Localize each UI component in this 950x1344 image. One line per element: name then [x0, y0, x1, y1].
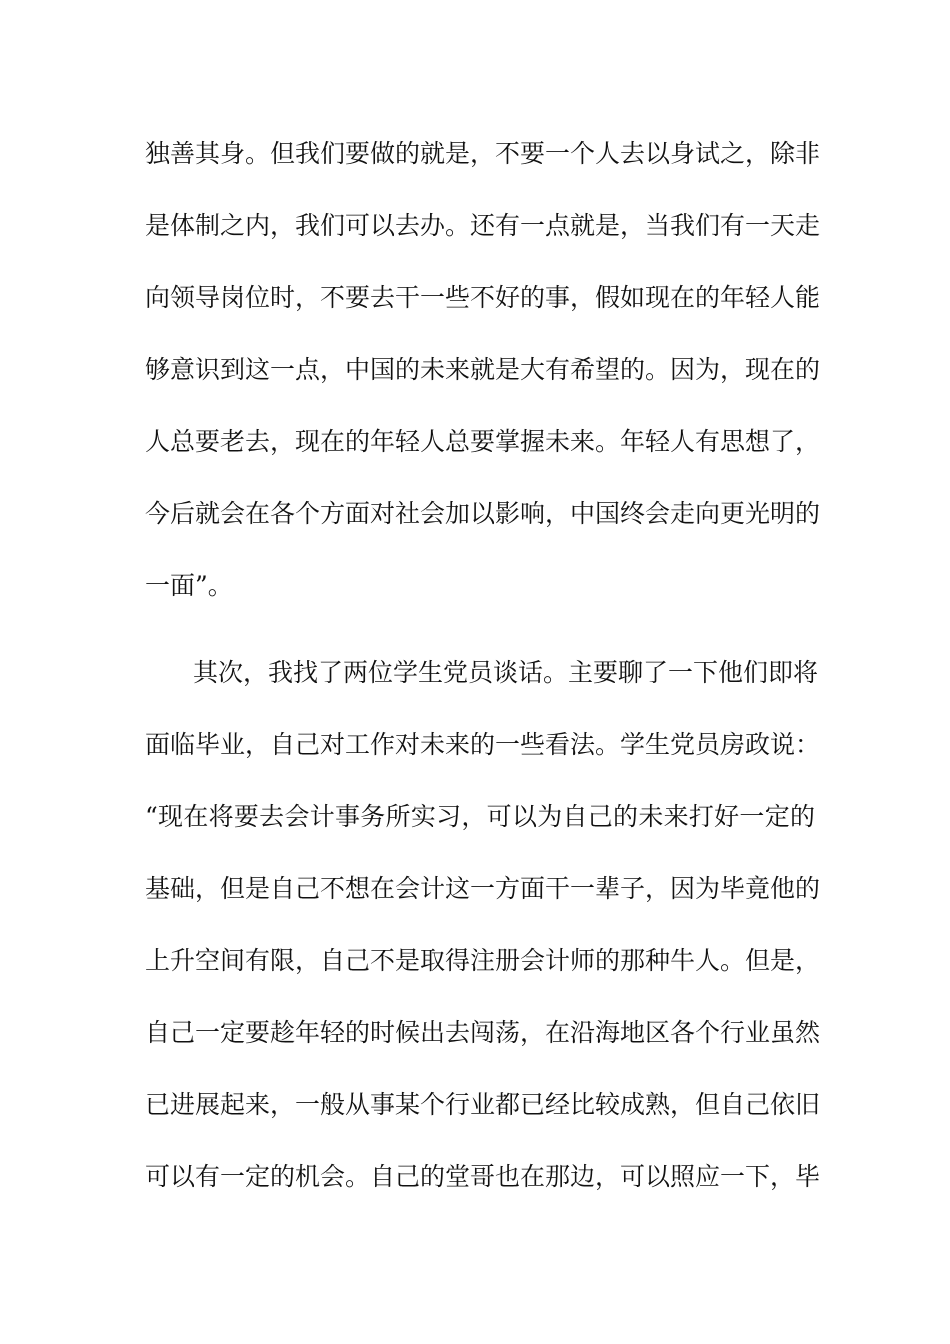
text-line: 上升空间有限，自己不是取得注册会计师的那种牛人。但是，	[145, 946, 821, 975]
text-line: 人总要老去，现在的年轻人总要掌握未来。年轻人有思想了，	[145, 427, 821, 456]
text-line: 独善其身。但我们要做的就是，不要一个人去以身试之，除非	[145, 139, 821, 168]
text-line: 可以有一定的机会。自己的堂哥也在那边，可以照应一下，毕	[145, 1162, 821, 1191]
text-line: “现在将要去会计事务所实习，可以为自己的未来打好一定的	[145, 802, 815, 831]
text-line: 基础，但是自己不想在会计这一方面干一辈子，因为毕竟他的	[145, 874, 821, 903]
text-line: 够意识到这一点，中国的未来就是大有希望的。因为，现在的	[145, 355, 821, 384]
text-line: 向领导岗位时，不要去干一些不好的事，假如现在的年轻人能	[145, 283, 821, 312]
text-line: 自己一定要趁年轻的时候出去闯荡，在沿海地区各个行业虽然	[145, 1018, 821, 1047]
text-line-indented: 其次，我找了两位学生党员谈话。主要聊了一下他们即将	[193, 658, 819, 687]
text-line: 今后就会在各个方面对社会加以影响，中国终会走向更光明的	[145, 499, 821, 528]
text-line: 是体制之内，我们可以去办。还有一点就是，当我们有一天走	[145, 211, 821, 240]
text-line: 一面”。	[145, 571, 233, 600]
text-line: 已进展起来，一般从事某个行业都已经比较成熟，但自己依旧	[145, 1090, 821, 1119]
text-line: 面临毕业，自己对工作对未来的一些看法。学生党员房政说：	[145, 730, 821, 759]
